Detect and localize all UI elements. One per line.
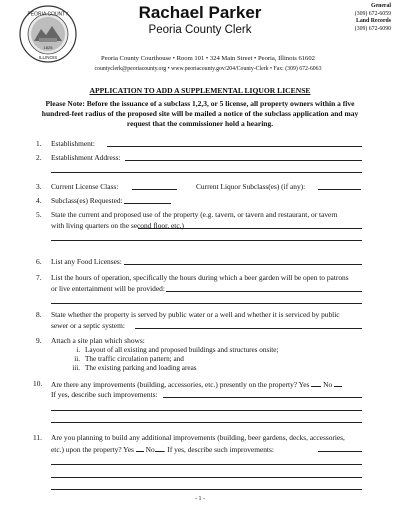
water-sewer-field[interactable] <box>135 328 362 329</box>
seal-year: 1825 <box>43 45 53 50</box>
question-label: Establishment: <box>51 139 95 148</box>
office-address: Peoria County Courthouse • Room 101 • 324 Main Street • Peoria, Illinois 61602 <box>101 55 315 62</box>
no-blank[interactable] <box>334 378 342 387</box>
roman-numeral: iii. <box>72 364 80 372</box>
site-plan-item-text: The traffic circulation pattern; and <box>85 355 184 363</box>
property-use-field[interactable] <box>138 228 362 229</box>
hours-of-operation-field[interactable] <box>166 291 362 292</box>
site-plan-item <box>66 346 278 355</box>
question-label-line2: or live entertainment will be provided: <box>51 284 165 293</box>
seal-top-text: PEORIA COUNTY <box>27 11 69 18</box>
site-plan-item-text: Layout of all existing and proposed buildings and structures onsite; <box>85 346 279 354</box>
question-label-line2: with living quarters on the second floor, etc.) <box>51 221 184 230</box>
question-label: State the current and proposed use of the property (e.g. tavern, or tavern and restaurant, or tavern <box>51 210 338 219</box>
general-label: General <box>371 3 391 9</box>
planned-improvements-field-line4[interactable] <box>51 489 362 490</box>
planned-improvements-field-line3[interactable] <box>51 477 362 478</box>
question-label: Attach a site plan which shows: <box>51 336 145 345</box>
question-number: 2. <box>36 153 42 162</box>
question-label: Subclass(es) Requested: <box>51 196 123 205</box>
question-label: Are you planning to build any additional improvements (building, beer gardens, decks, accessories, <box>51 433 345 442</box>
question-number: 5. <box>36 210 42 219</box>
question-label-line2: If yes, describe such improvements: <box>51 390 158 399</box>
form-notice: Please Note: Before the issuance of a subclass 1,2,3, or 5 license, all property owners within a five hundred-feet radius of the proposed site will be mailed a notice of the subclass application and may request that the commissioner hold a hearing. <box>41 99 359 128</box>
current-subclass-field[interactable] <box>318 189 361 190</box>
contact-block <box>355 3 391 33</box>
question-label: List the hours of operation, specifically the hours during which a beer garden will be open to patrons <box>51 273 349 282</box>
food-licenses-field[interactable] <box>124 264 362 265</box>
county-seal-logo <box>19 5 77 63</box>
general-phone: (309) 672-6059 <box>354 10 391 17</box>
planned-improvements-field-line2[interactable] <box>51 464 362 465</box>
existing-improvements-field-line3[interactable] <box>51 422 362 423</box>
planned-improvements-field[interactable] <box>318 451 362 452</box>
page-number: - 1 - <box>195 496 205 502</box>
hours-of-operation-field-line2[interactable] <box>51 303 362 304</box>
yes-blank[interactable] <box>311 378 321 387</box>
establishment-field[interactable] <box>107 146 362 147</box>
question-number: 10. <box>33 379 43 388</box>
question-number: 4. <box>36 196 42 205</box>
site-plan-item-text: The existing parking and loading areas <box>85 364 197 372</box>
clerk-title: Peoria County Clerk <box>148 24 252 36</box>
subclass-requested-field[interactable] <box>124 203 171 204</box>
no-label: No <box>323 380 333 389</box>
question-label-text: etc.) upon the property? Yes <box>51 445 134 454</box>
current-license-class-field[interactable] <box>132 189 177 190</box>
land-records-phone: (309) 672-6090 <box>354 25 391 32</box>
question-number: 9. <box>36 336 42 345</box>
question-number: 11. <box>33 433 42 442</box>
property-use-field-line2[interactable] <box>51 240 362 241</box>
yes-blank[interactable] <box>136 443 144 452</box>
question-label-text: Are there any improvements (building, accessories, etc.) presently on the property? Yes <box>51 380 310 389</box>
question-number: 7. <box>36 273 42 282</box>
question-label-line2: sewer or a septic system: <box>51 321 125 330</box>
question-number: 6. <box>36 257 42 266</box>
question-label: Current Liquor Subclass(es) (if any): <box>196 182 306 191</box>
site-plan-item <box>66 355 184 364</box>
existing-improvements-field[interactable] <box>163 397 362 398</box>
question-label: List any Food Licenses: <box>51 257 122 266</box>
seal-bottom-text: ILLINOIS <box>38 55 58 60</box>
land-records-label: Land Records <box>356 18 391 24</box>
office-web-contact: countyclerk@peoriacounty.org • www.peoriacounty.gov/204/County-Clerk • Fax: (309) 672-6063 <box>94 66 322 72</box>
question-number: 1. <box>36 139 42 148</box>
roman-numeral: ii. <box>74 355 80 363</box>
question-number: 8. <box>36 310 42 319</box>
no-label: No <box>145 445 155 454</box>
question-label: Current License Class: <box>51 182 119 191</box>
existing-improvements-field-line2[interactable] <box>51 410 362 411</box>
no-blank[interactable] <box>155 443 164 452</box>
establishment-address-field-line2[interactable] <box>51 172 362 173</box>
form-title: APPLICATION TO ADD A SUPPLEMENTAL LIQUOR LICENSE <box>89 86 311 95</box>
question-label-text: . If yes, describe such improvements: <box>163 445 274 454</box>
site-plan-item <box>66 364 197 373</box>
question-label: Establishment Address: <box>51 153 121 162</box>
roman-numeral: i. <box>76 346 80 354</box>
question-label: State whether the property is served by public water or a well and whether it is serviced by public <box>51 310 340 319</box>
clerk-name: Rachael Parker <box>138 3 262 22</box>
question-label-line2 <box>51 443 274 455</box>
question-number: 3. <box>36 182 42 191</box>
establishment-address-field[interactable] <box>125 160 362 161</box>
